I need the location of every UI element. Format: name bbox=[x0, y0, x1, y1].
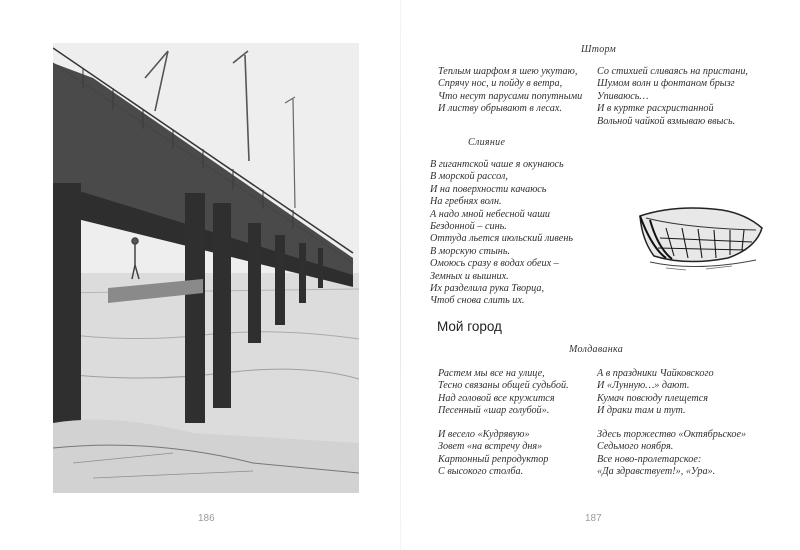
poem-title-moldavanka: Молдаванка bbox=[569, 344, 624, 355]
poem-line: И листву обрывают в лесах. bbox=[438, 103, 562, 115]
moldavanka-stanza1-col1 bbox=[438, 368, 569, 418]
poem-line: Бездонной – синь. bbox=[430, 221, 507, 233]
poem-line: И в куртке расхристанной bbox=[597, 103, 714, 115]
moldavanka-stanza1-col2 bbox=[597, 368, 714, 418]
poem-line: И на поверхности качаюсь bbox=[430, 183, 547, 195]
poem-line: Чтоб снова слить их. bbox=[430, 295, 525, 307]
poem-line: Теплым шарфом я шею укутаю, bbox=[438, 66, 578, 77]
poem-line: В морской рассол, bbox=[430, 171, 508, 183]
poem-line: Земных и вышних. bbox=[430, 270, 509, 282]
poem-line: Кумач повсюду плещется bbox=[597, 392, 708, 404]
poem-line: Зовет «на встречу дня» bbox=[438, 441, 543, 453]
poem-line: Тесно связаны общей судьбой. bbox=[438, 380, 569, 392]
poem-line: Вольной чайкой взмываю ввысь. bbox=[597, 115, 736, 127]
poem-line: Над головой все кружится bbox=[438, 392, 555, 404]
poem-storm-col2 bbox=[597, 66, 748, 128]
moldavanka-stanza2-col1 bbox=[438, 429, 548, 479]
poem-line: Растем мы все на улице, bbox=[438, 368, 545, 379]
poem-line: В гигантской чаше я окунаюсь bbox=[430, 159, 564, 170]
poem-line: Омоюсь сразу в водах обеих – bbox=[430, 258, 559, 270]
poem-merge-body bbox=[430, 159, 573, 308]
section-title-my-city: Мой город bbox=[437, 319, 502, 334]
poem-line: В морскую стынь. bbox=[430, 245, 511, 257]
poem-line: На гребнях волн. bbox=[430, 196, 502, 208]
spread-divider bbox=[400, 0, 401, 550]
poem-line: Спрячу нос, и пойду в ветра, bbox=[438, 78, 563, 90]
poem-line: Оттуда льется июльский ливень bbox=[430, 233, 574, 245]
poem-line: С высокого столба. bbox=[438, 466, 524, 478]
moldavanka-stanza2-col2 bbox=[597, 429, 746, 479]
poem-line: Со стихией сливаясь на пристани, bbox=[597, 66, 748, 77]
poem-line: Шумом волн и фонтаном брызг bbox=[597, 78, 735, 90]
poem-line: И драки там и тут. bbox=[597, 405, 686, 417]
poem-line: И «Лунную…» дают. bbox=[597, 380, 690, 392]
poem-line: И весело «Кудрявую» bbox=[438, 429, 530, 440]
poem-line: Упиваюсь… bbox=[597, 90, 649, 102]
poem-line: Что несут парусами попутными bbox=[438, 90, 583, 102]
pier-sketch-illustration bbox=[53, 43, 359, 493]
poem-title-storm: Шторм bbox=[581, 44, 617, 55]
poem-storm-col1 bbox=[438, 66, 582, 116]
boat-sketch-illustration bbox=[636, 198, 766, 274]
page-number-right: 187 bbox=[585, 513, 602, 524]
poem-line: Картонный репродуктор bbox=[438, 453, 549, 465]
page-number-left: 186 bbox=[198, 513, 215, 524]
poem-line: А надо мной небесной чаши bbox=[430, 208, 551, 220]
poem-line: Здесь торжество «Октябрьское» bbox=[597, 429, 747, 440]
poem-line: «Да здравствует!», «Ура». bbox=[597, 466, 716, 478]
poem-title-merge: Слияние bbox=[468, 137, 506, 148]
poem-line: Седьмого ноября. bbox=[597, 441, 674, 453]
poem-line: Все ново-пролетарское: bbox=[597, 453, 702, 465]
poem-line: А в праздники Чайковского bbox=[597, 368, 714, 379]
poem-line: Песенный «шар голубой». bbox=[438, 405, 550, 417]
poem-line: Их разделила рука Творца, bbox=[430, 283, 545, 295]
